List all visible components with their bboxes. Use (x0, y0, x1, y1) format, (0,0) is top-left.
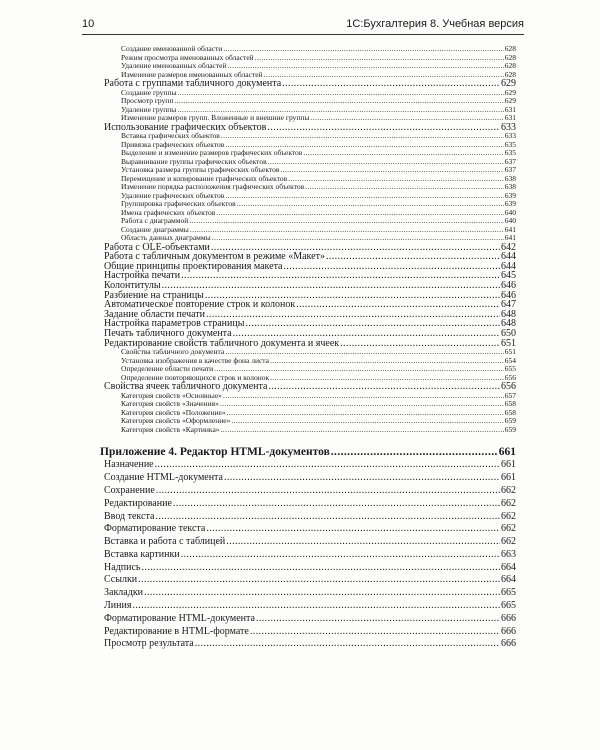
toc-entry-title: Работа с OLE-объектами (104, 241, 210, 253)
toc-entry-title: Просмотр результата (104, 638, 194, 650)
toc-entry-page: 628 (504, 44, 516, 53)
toc-entry-page: 661 (501, 459, 516, 471)
toc-entry (100, 562, 516, 575)
dot-leader (155, 511, 500, 524)
toc-entry-page: 646 (501, 289, 516, 301)
toc-entry-page: 639 (504, 190, 516, 200)
toc-gap (100, 434, 516, 445)
toc-entry-page: 662 (501, 497, 516, 509)
table-of-contents (100, 45, 516, 651)
dot-leader (288, 175, 504, 184)
toc-entry-title: Колонтитулы (104, 280, 161, 292)
toc-entry-page: 641 (504, 224, 516, 234)
toc-entry-title: Редактирование свойств табличного документа и ячеек (104, 337, 340, 349)
dot-leader (156, 485, 500, 498)
toc-entry-page: 659 (504, 416, 516, 426)
toc-entry-title: Перемещение и копирование графических объектов (121, 173, 288, 183)
toc-entry-title: Удаление графических объектов (121, 190, 225, 200)
dot-leader (224, 472, 500, 485)
toc-entry-title: Определение области печати (121, 364, 214, 374)
toc-entry-title: Установка размера группы графических объектов (121, 165, 280, 175)
toc-entry-page: 642 (501, 241, 516, 253)
dot-leader (270, 357, 504, 366)
toc-entry-page: 666 (501, 612, 516, 624)
toc-entry-title: Форматирование текста (104, 523, 206, 535)
toc-entry-page: 666 (501, 638, 516, 650)
toc-entry (100, 511, 516, 524)
toc-entry-page: 628 (504, 69, 516, 79)
toc-entry-title: Выравнивание группы графических объектов (121, 156, 267, 166)
dot-leader (138, 574, 500, 587)
toc-entry-page: 662 (501, 510, 516, 522)
toc-entry (100, 459, 516, 472)
dot-leader (310, 114, 503, 123)
toc-entry-page: 658 (504, 399, 516, 409)
toc-entry (100, 498, 516, 511)
toc-entry-title: Линия (104, 600, 132, 612)
toc-entry-page: 633 (504, 131, 516, 141)
dot-leader (206, 523, 500, 536)
toc-entry-page: 629 (504, 96, 516, 106)
toc-entry-title: Вставка и работа с таблицей (104, 536, 226, 548)
toc-entry-page: 637 (504, 156, 516, 166)
dot-leader (225, 192, 503, 201)
toc-entry-title: Настройка параметров страницы (104, 318, 245, 330)
dot-leader (296, 300, 500, 310)
toc-entry-page: 661 (501, 472, 516, 484)
toc-entry-page: 650 (501, 328, 516, 340)
toc-entry-title: Использование графических объектов (104, 121, 267, 133)
dot-leader (141, 562, 500, 575)
toc-entry (100, 445, 516, 459)
dot-leader (173, 498, 500, 511)
toc-entry-page: 640 (504, 216, 516, 226)
toc-entry-title: Назначение (104, 459, 154, 471)
toc-entry (100, 613, 516, 626)
toc-entry-page: 658 (504, 407, 516, 417)
toc-entry-page: 662 (501, 523, 516, 535)
toc-entry-title: Редактирование в HTML-формате (104, 625, 249, 637)
toc-entry-page: 654 (504, 355, 516, 365)
toc-entry-page: 635 (504, 148, 516, 158)
dot-leader (268, 382, 500, 392)
dot-leader (178, 89, 504, 98)
toc-entry-title: Выделение и изменение размеров графических объектов (121, 148, 303, 158)
toc-entry-page: 651 (504, 347, 516, 357)
dot-leader (237, 200, 504, 209)
dot-leader (250, 626, 500, 639)
dot-leader (256, 613, 500, 626)
dot-leader (162, 281, 500, 291)
toc-entry-page: 631 (504, 113, 516, 123)
toc-entry-title: Работа с группами табличного документа (104, 78, 282, 89)
toc-entry (100, 600, 516, 613)
toc-entry-title: Имена графических объектов (121, 207, 216, 217)
dot-leader (305, 183, 504, 192)
dot-leader (245, 319, 500, 329)
dot-leader (227, 409, 504, 418)
toc-entry-page: 662 (501, 536, 516, 548)
dot-leader (221, 132, 504, 141)
toc-entry-page: 656 (504, 372, 516, 382)
toc-entry-title: Область данных диаграммы (121, 233, 211, 243)
dot-leader (331, 445, 498, 459)
toc-entry-page: 645 (501, 270, 516, 282)
dot-leader (264, 71, 504, 80)
dot-leader (270, 374, 504, 383)
toc-entry-title: Категория свойств «Картинка» (121, 424, 220, 434)
toc-entry-page: 648 (501, 308, 516, 320)
toc-entry-page: 628 (504, 61, 516, 70)
toc-entry-title: Сохранение (104, 484, 155, 496)
toc-entry-title: Группировка графических объектов (121, 199, 236, 209)
dot-leader (255, 54, 504, 63)
dot-leader (155, 459, 500, 472)
toc-entry-title: Задание области печати (104, 308, 206, 320)
dot-leader (181, 271, 500, 281)
dot-leader (231, 417, 503, 426)
dot-leader (326, 252, 500, 262)
toc-entry (100, 426, 516, 435)
toc-entry-title: Автоматическое повторение строк и колонок (104, 299, 296, 311)
toc-entry (100, 587, 516, 600)
dot-leader (181, 549, 500, 562)
toc-entry-title: Категория свойств «Положение» (121, 407, 226, 417)
dot-leader (223, 392, 504, 401)
toc-entry-title: Изменение порядка расположения графических объектов (121, 182, 305, 192)
toc-entry-title: Надпись (104, 561, 141, 573)
toc-entry-page: 663 (501, 548, 516, 560)
toc-entry (100, 523, 516, 536)
toc-entry-page: 647 (501, 299, 516, 311)
dot-leader (216, 209, 504, 218)
dot-leader (267, 123, 500, 133)
toc-entry-title: Свойства ячеек табличного документа (104, 381, 268, 393)
toc-entry-title: Удаление именованных областей (121, 61, 227, 70)
dot-leader (220, 400, 504, 409)
toc-entry-title: Изменение размеров групп. Вложенные и внешние группы (121, 113, 310, 123)
toc-entry (100, 638, 516, 651)
toc-entry-page: 656 (501, 381, 516, 393)
toc-entry-page: 629 (501, 78, 516, 89)
toc-entry-page: 629 (504, 87, 516, 97)
toc-entry-page: 641 (504, 233, 516, 243)
toc-entry-page: 646 (501, 280, 516, 292)
toc-entry-page: 661 (498, 446, 516, 459)
toc-entry-page: 631 (504, 104, 516, 114)
toc-entry-title: Разбиение на страницы (104, 289, 204, 301)
toc-entry (100, 574, 516, 587)
toc-entry-title: Категория свойств «Основные» (121, 390, 222, 400)
dot-leader (190, 226, 504, 235)
dot-leader (280, 166, 503, 175)
toc-entry-title: Настройка печати (104, 270, 181, 282)
toc-entry-title: Создание группы (121, 87, 177, 97)
toc-entry (100, 271, 516, 281)
toc-entry-title: Редактирование (104, 497, 172, 509)
toc-entry-page: 664 (501, 574, 516, 586)
toc-entry-page: 638 (504, 173, 516, 183)
dot-leader (303, 149, 503, 158)
dot-leader (226, 536, 500, 549)
toc-entry-title: Приложение 4. Редактор HTML-документов (100, 446, 330, 459)
toc-entry-title: Привязка графических объектов (121, 139, 225, 149)
toc-entry-title: Закладки (104, 587, 144, 599)
toc-entry-title: Категория свойств «Оформление» (121, 416, 231, 426)
dot-leader (282, 79, 500, 89)
toc-entry-page: 644 (501, 251, 516, 263)
toc-entry-title: Общие принципы проектирования макета (104, 260, 283, 272)
page-number: 10 (82, 18, 95, 30)
page-header (82, 18, 524, 35)
toc-entry-page: 638 (504, 182, 516, 192)
toc-entry-page: 665 (501, 587, 516, 599)
dot-leader (174, 97, 503, 106)
toc-entry-page: 664 (501, 561, 516, 573)
toc-entry (100, 549, 516, 562)
dot-leader (284, 262, 501, 272)
toc-entry-title: Изменение размеров именованных областей (121, 69, 263, 79)
dot-leader (132, 600, 500, 613)
toc-entry-title: Определение повторяющихся строк и колонок (121, 372, 270, 382)
dot-leader (268, 158, 504, 167)
toc-entry-title: Создание именованной области (121, 44, 223, 53)
toc-entry-title: Форматирование HTML-документа (104, 612, 255, 624)
toc-entry-title: Режим просмотра именованных областей (121, 52, 254, 62)
toc-entry-page: 657 (504, 390, 516, 400)
toc-entry-page: 659 (504, 424, 516, 434)
toc-entry (100, 626, 516, 639)
toc-entry-title: Свойства табличного документа (121, 347, 225, 357)
toc-entry-page: 651 (501, 337, 516, 349)
toc-entry-page: 655 (504, 364, 516, 374)
toc-entry-title: Создание HTML-документа (104, 472, 223, 484)
dot-leader (223, 45, 503, 54)
toc-entry-title: Ввод текста (104, 510, 155, 522)
toc-entry-title: Установка изображения в качестве фона листа (121, 355, 269, 365)
toc-section-2 (100, 445, 516, 651)
dot-leader (189, 217, 503, 226)
toc-entry-page: 635 (504, 139, 516, 149)
running-title: 1С:Бухгалтерия 8. Учебная версия (346, 18, 524, 30)
toc-entry-page: 644 (501, 260, 516, 272)
toc-entry (100, 485, 516, 498)
toc-entry-page: 639 (504, 199, 516, 209)
toc-entry (100, 536, 516, 549)
toc-entry-title: Вставка картинки (104, 548, 180, 560)
toc-entry-page: 666 (501, 625, 516, 637)
toc-entry-page: 648 (501, 318, 516, 330)
toc-entry-title: Вставка графических объектов (121, 131, 220, 141)
dot-leader (212, 234, 504, 243)
toc-entry-page: 637 (504, 165, 516, 175)
dot-leader (144, 587, 500, 600)
toc-entry-page: 628 (504, 52, 516, 62)
toc-entry-title: Работа с диаграммой (121, 216, 189, 226)
dot-leader (195, 638, 500, 651)
toc-entry-page: 633 (501, 121, 516, 133)
toc-entry-title: Категория свойств «Значения» (121, 399, 219, 409)
toc-entry-title: Создание диаграммы (121, 224, 189, 234)
dot-leader (221, 426, 504, 435)
dot-leader (340, 339, 500, 349)
dot-leader (206, 310, 500, 320)
toc-entry (100, 472, 516, 485)
toc-entry-title: Работа с табличным документом в режиме «Макет» (104, 251, 325, 263)
toc-entry-page: 640 (504, 207, 516, 217)
dot-leader (228, 62, 504, 71)
toc-section-1 (100, 45, 516, 434)
toc-entry-title: Удаление группы (121, 104, 177, 114)
toc-entry-title: Просмотр групп (121, 96, 174, 106)
toc-entry-title: Ссылки (104, 574, 138, 586)
toc-entry-page: 662 (501, 484, 516, 496)
toc-entry-page: 665 (501, 600, 516, 612)
toc-entry-title: Печать табличного документа (104, 328, 232, 340)
